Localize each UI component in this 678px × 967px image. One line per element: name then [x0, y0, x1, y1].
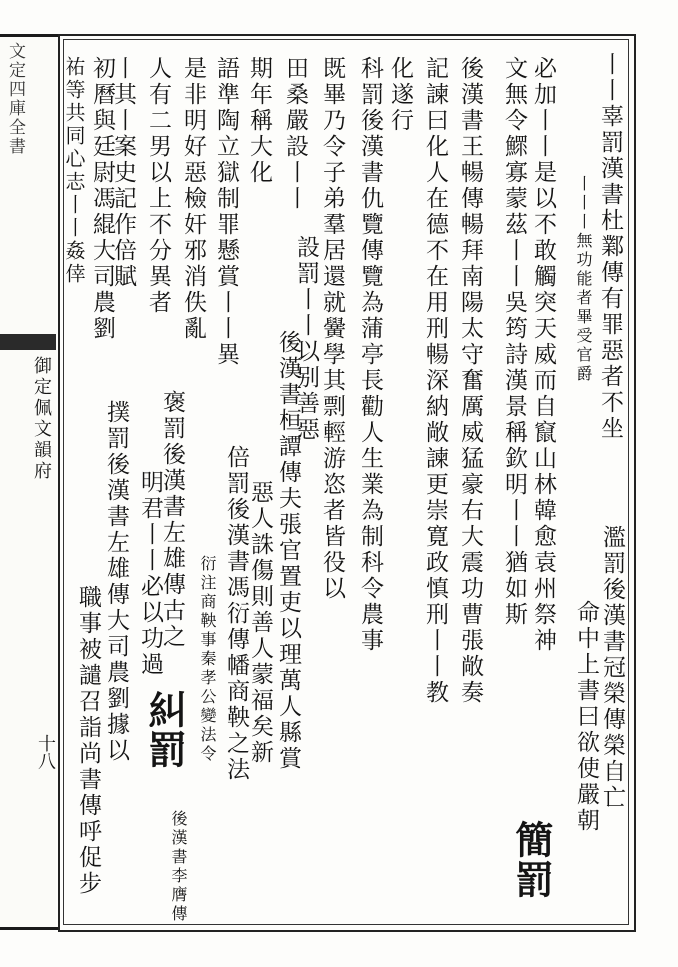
- text-column: 初曆與廷尉馮緄大司農劉: [89, 56, 115, 342]
- text-column: 濫罰後漢書冠榮傳榮自亡: [599, 525, 625, 811]
- text-column: 明君丨丨必以功過: [137, 470, 163, 678]
- text-column: 丨丨丨無功能者畢受官爵: [574, 175, 593, 384]
- text-column: 設罰丨丨以别善惡: [293, 235, 319, 443]
- text-column: 命中上書曰欲使嚴朝: [573, 600, 599, 834]
- text-column: 期年稱大化: [246, 56, 272, 186]
- text-column: 祐等共同心志丨丨姦倖: [62, 56, 86, 286]
- page-gutter: [0, 34, 56, 930]
- heading-jian-fa: 簡罰: [509, 820, 554, 900]
- gutter-top-rule: [0, 34, 58, 37]
- text-column: 文無令鰥寡蒙茲丨丨吳筠詩漢景稱欽明丨丨猶如斯: [501, 56, 527, 628]
- text-column: 科罰後漢書仇覽傳覽為蒲亭長勸人生業為制科令農事: [357, 56, 383, 654]
- text-column: 後漢書李膺傳: [169, 810, 188, 924]
- heading-jiu-fa: 糾罰: [142, 690, 187, 770]
- gutter-bottom-rule: [0, 927, 58, 930]
- text-column: 衍注商鞅事秦孝公變法令: [198, 555, 217, 764]
- text-column: 職事被譴召詣尚書傳呼促步: [75, 585, 101, 897]
- text-column: 撲罰後漢書左雄傳大司農劉據以: [103, 400, 129, 764]
- text-column: 惡人誅傷則善人蒙福矣新: [247, 480, 273, 766]
- text-column: 倍罰後漢書馮衍傳幡商鞅之法: [223, 445, 249, 783]
- text-column: 丨丨辜罰漢書杜鄴傳有罪惡者不坐: [597, 52, 623, 442]
- text-column: 後漢書桓譚傳夫張官置吏以理萬人縣賞: [275, 330, 301, 772]
- text-column: 必加丨丨是以不敢觸突天威而自竄山林韓愈袁州祭神: [530, 56, 556, 654]
- page-number: 十八: [35, 734, 56, 770]
- text-column: 是非明好惡檢奸邪消佚亂: [180, 56, 206, 342]
- text-column: 記諫曰化人在德不在用刑暢深納敞諫更崇寛政慎刑丨丨教: [422, 56, 448, 706]
- text-column: 人有二男以上不分異者: [145, 56, 171, 316]
- text-column: 褒罰後漢書左雄傳古之: [159, 390, 185, 650]
- gutter-fold-mark: [0, 334, 56, 350]
- text-column: 後漢書王暢傳暢拜南陽太守奮厲威猛豪右大震功曹張敞奏: [457, 56, 483, 706]
- text-column: 語準陶立獄制罪懸賞丨丨異: [213, 56, 239, 368]
- gutter-top-fragment: 文定四庫全書: [5, 42, 25, 156]
- text-column: 既畢乃令子弟羣居還就黌學其剽輕游恣者皆役以: [319, 56, 345, 602]
- text-column: 丨其丨案史記作倍賦: [110, 56, 136, 290]
- book-title: 御定佩文韻府: [31, 356, 52, 482]
- text-column: 田桑嚴設丨丨: [282, 56, 308, 212]
- text-column: 化遂行: [387, 56, 413, 134]
